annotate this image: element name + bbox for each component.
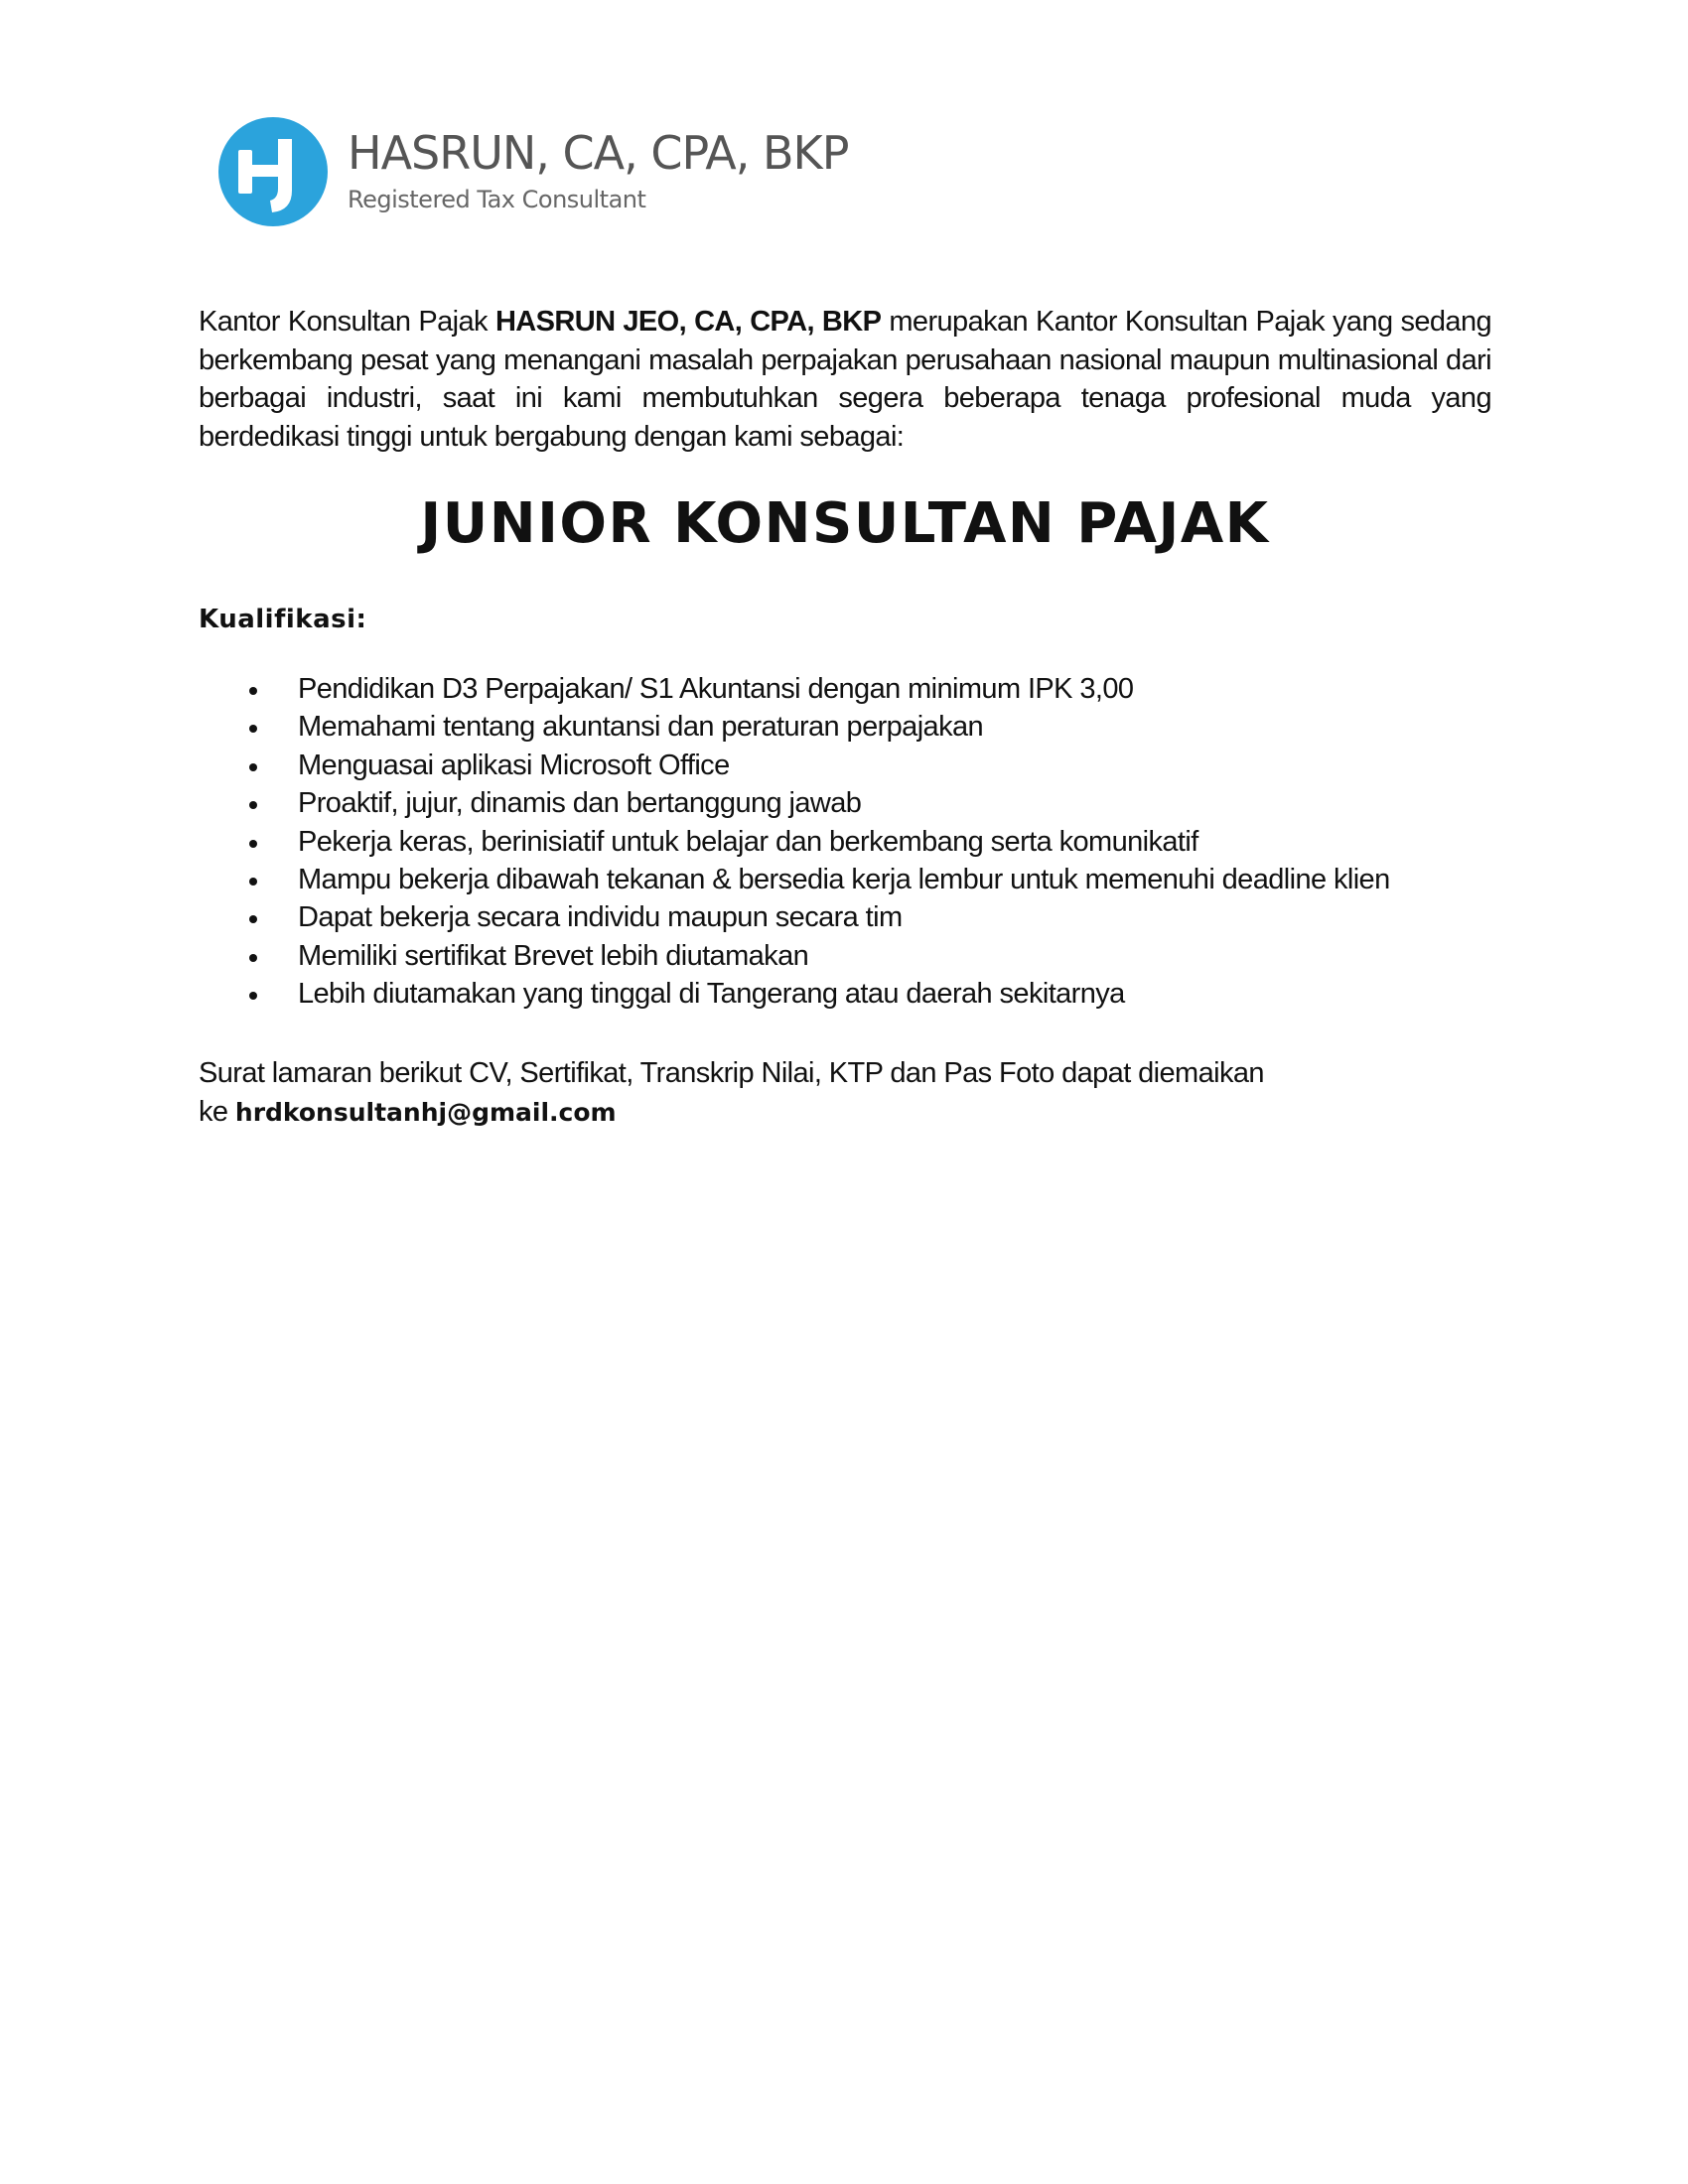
intro-paragraph	[199, 303, 1491, 456]
qualification-item: Pekerja keras, berinisiatif untuk belajar dan berkembang serta komunikatif	[199, 823, 1491, 861]
qualification-item: Lebih diutamakan yang tinggal di Tangerang atau daerah sekitarnya	[199, 975, 1491, 1013]
qualification-item: Pendidikan D3 Perpajakan/ S1 Akuntansi dengan minimum IPK 3,00	[199, 670, 1491, 708]
qualification-item: Proaktif, jujur, dinamis dan bertanggung jawab	[199, 784, 1491, 822]
logo-text	[348, 126, 849, 213]
logo-company-name: HASRUN, CA, CPA, BKP	[348, 126, 849, 180]
intro-company-name: HASRUN JEO, CA, CPA, BKP	[494, 306, 882, 338]
qualification-item: Menguasai aplikasi Microsoft Office	[199, 747, 1491, 784]
qualification-item: Dapat bekerja secara individu maupun secara tim	[199, 898, 1491, 936]
qualifications-list	[199, 670, 1491, 1014]
intro-text-end: merupakan Kantor Konsultan Pajak yang sedang berkembang pesat yang menangani masalah perpajakan perusahaan nasional maupun multinasional dari berbagai industri, saat ini kami membutuhkan segera beberapa tenaga profesional muda yang berdedikasi tinggi untuk bergabung dengan kami sebagai:	[199, 306, 1492, 453]
hj-logo-mark	[218, 117, 328, 226]
job-title: JUNIOR KONSULTAN PAJAK	[420, 491, 1270, 556]
contact-email[interactable]: hrdkonsultanhj@gmail.com	[234, 1097, 617, 1127]
qualification-item: Memiliki sertifikat Brevet lebih diutamakan	[199, 937, 1491, 975]
intro-text-start: Kantor Konsultan Pajak	[199, 306, 495, 338]
logo-subtitle: Registered Tax Consultant	[348, 186, 646, 213]
closing-paragraph	[199, 1054, 1491, 1132]
qualification-item: Memahami tentang akuntansi dan peraturan perpajakan	[199, 708, 1491, 746]
closing-prefix: ke	[199, 1095, 235, 1128]
closing-instruction: Surat lamaran berikut CV, Sertifikat, Transkrip Nilai, KTP dan Pas Foto dapat diemaikan	[199, 1057, 1264, 1089]
qualification-item: Mampu bekerja dibawah tekanan & bersedia kerja lembur untuk memenuhi deadline klien	[199, 861, 1491, 898]
qualifications-heading: Kualifikasi:	[199, 605, 367, 634]
company-logo	[218, 117, 848, 226]
